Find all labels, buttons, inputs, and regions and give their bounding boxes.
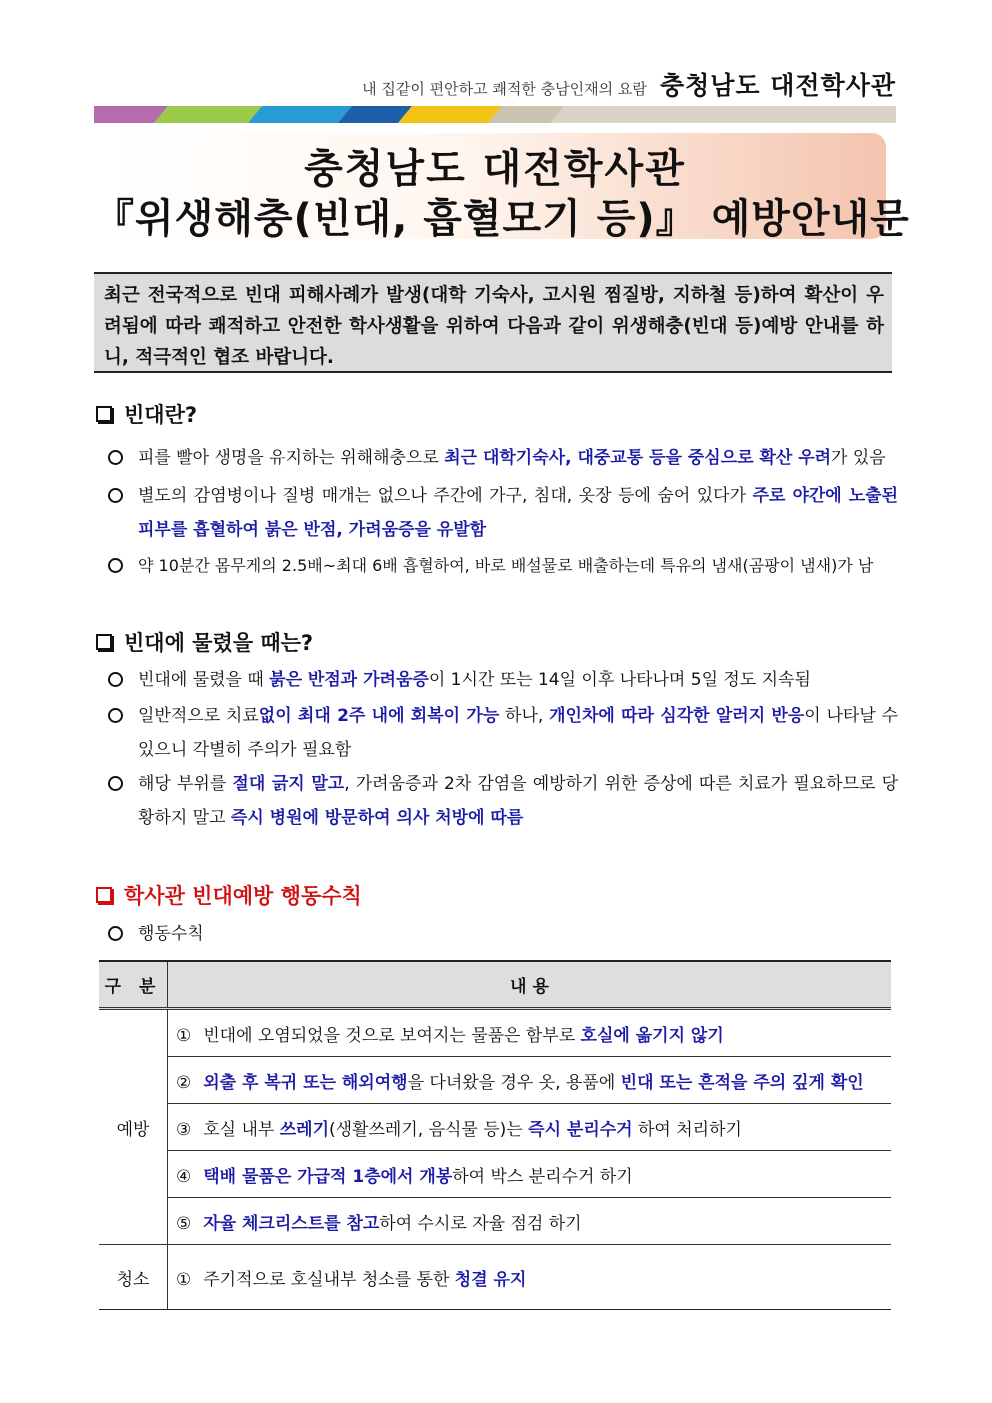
content-cell: ① 빈대에 오염되었을 것으로 보여지는 물품은 함부로 호실에 옮기지 않기	[168, 1009, 892, 1057]
list-item: 피를 빨아 생명을 유지하는 위해해충으로 최근 대학기숙사, 대중교통 등을 중심으로 확산 우려가 있음	[108, 441, 898, 475]
decorative-color-band	[94, 106, 896, 123]
header-org-name: 충청남도 대전학사관	[659, 71, 896, 100]
circle-bullet-icon	[108, 558, 123, 573]
category-cell-cleaning: 청소	[99, 1245, 168, 1310]
table-row	[99, 1245, 891, 1310]
content-cell: ① 주기적으로 호실내부 청소를 통한 청결 유지	[168, 1245, 892, 1310]
table-row	[99, 1057, 891, 1104]
circle-bullet-icon	[108, 926, 123, 941]
table-row	[99, 1151, 891, 1198]
list-item: 별도의 감염병이나 질병 매개는 없으나 주간에 가구, 침대, 옷장 등에 숨어 있다가 주로 야간에 노출된 피부를 흡혈하여 붉은 반점, 가려움증을 유발함	[108, 479, 898, 547]
content-cell: ② 외출 후 복귀 또는 해외여행을 다녀왔을 경우 옷, 용품에 빈대 또는 흔적을 주의 깊게 확인	[168, 1057, 892, 1104]
circle-bullet-icon	[108, 488, 123, 503]
table-row	[99, 1009, 891, 1057]
header-slogan: 내 집같이 편안하고 쾌적한 충남인재의 요람	[362, 80, 647, 98]
list-item: 약 10분간 몸무게의 2.5배~최대 6배 흡혈하여, 바로 배설물로 배출하는데 특유의 냄새(곰팡이 냄새)가 남	[108, 549, 898, 583]
list-item: 빈대에 물렸을 때 붉은 반점과 가려움증이 1시간 또는 14일 이후 나타나며 5일 정도 지속됨	[108, 663, 898, 697]
page-title-line-1: 충청남도 대전학사관	[304, 146, 686, 192]
circle-bullet-icon	[108, 672, 123, 687]
circle-bullet-icon	[108, 776, 123, 791]
table-row	[99, 1104, 891, 1151]
conduct-table	[99, 960, 891, 1310]
column-header-category: 구 분	[99, 961, 168, 1009]
category-cell-prevention: 예방	[99, 1009, 168, 1245]
circle-bullet-icon	[108, 450, 123, 465]
section-heading-when-bitten: 빈대에 물렸을 때는?	[96, 627, 313, 657]
document-header	[94, 66, 896, 102]
content-cell: ④ 택배 물품은 가급적 1층에서 개봉하여 박스 분리수거 하기	[168, 1151, 892, 1198]
content-cell: ⑤ 자율 체크리스트를 참고하여 수시로 자율 점검 하기	[168, 1198, 892, 1245]
square-bullet-icon	[96, 887, 112, 903]
section-heading-what-is-bedbug: 빈대란?	[96, 399, 197, 429]
list-item: 해당 부위를 절대 긁지 말고, 가려움증과 2차 감염을 예방하기 위한 증상에 따른 치료가 필요하므로 당황하지 말고 즉시 병원에 방문하여 의사 처방에 따름	[108, 767, 898, 835]
column-header-content: 내 용	[168, 961, 892, 1009]
content-cell: ③ 호실 내부 쓰레기(생활쓰레기, 음식물 등)는 즉시 분리수거 하여 처리하기	[168, 1104, 892, 1151]
list-item: 일반적으로 치료없이 최대 2주 내에 회복이 가능 하나, 개인차에 따라 심각한 알러지 반응이 나타날 수 있으니 각별히 주의가 필요함	[108, 699, 898, 767]
sub-heading: 행동수칙	[108, 917, 898, 951]
circle-bullet-icon	[108, 708, 123, 723]
square-bullet-icon	[96, 634, 112, 650]
table-row	[99, 1198, 891, 1245]
page-title-line-2: 『위생해충(빈대, 흡혈모기 등)』 예방안내문	[94, 196, 910, 242]
table-header-row	[99, 961, 891, 1009]
square-bullet-icon	[96, 406, 112, 422]
intro-notice: 최근 전국적으로 빈대 피해사례가 발생(대학 기숙사, 고시원 찜질방, 지하철 등)하여 확산이 우려됨에 따라 쾌적하고 안전한 학사생활을 위하여 다음과 같이 위생해충(빈대 등)예방 안내를 하니, 적극적인 협조 바랍니다.	[94, 272, 892, 373]
section-heading-code-of-conduct: 학사관 빈대예방 행동수칙	[96, 880, 362, 910]
